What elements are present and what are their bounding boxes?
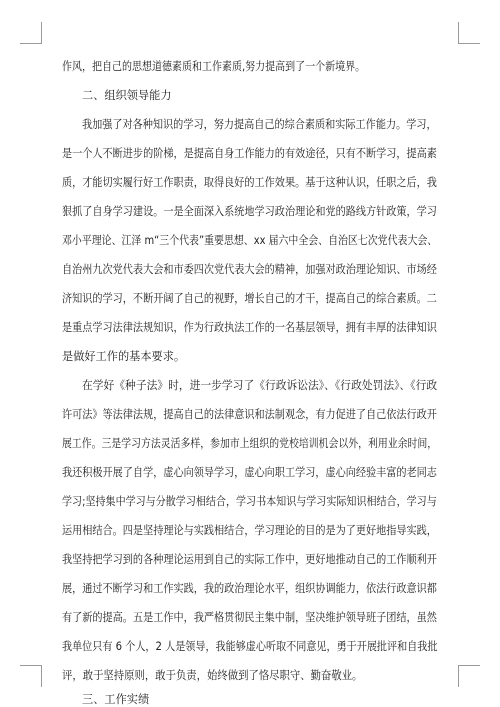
body-text-line: 自治州九次党代表大会和市委四次党代表大会的精神，加强对政治理论知识、市场经: [62, 263, 437, 276]
section-heading: 三、工作实绩: [82, 693, 150, 706]
body-text-line: 济知识的学习，不断开阔了自己的视野，增长自己的才干，提高自己的综合素质。二: [62, 292, 437, 305]
body-text-line: 展工作。三是学习方法灵活多样，参加市上组织的党校培训机会以外，利用业余时间，: [62, 437, 438, 450]
body-text-line: 运用相结合。四是坚持理论与实践相结合，学习理论的目的是为了更好地指导实践，: [62, 524, 437, 537]
body-text-line: 狠抓了自身学习建设。一是全面深入系统地学习政治理论和党的路线方针政策，学习: [62, 205, 437, 218]
body-text-line: 邓小平理论、江泽 m“三个代表”重要思想、xx 届六中全会、自治区七次党代表大会、: [62, 234, 438, 247]
crop-mark-top-right: [458, 43, 480, 44]
body-text-line: 我单位只有 6 个人，2 人是领导，我能够虚心听取不同意见，勇于开展批评和自我批: [62, 640, 438, 653]
crop-mark-bottom-right: [458, 665, 459, 687]
body-text-line: 是一个人不断进步的阶梯，是提高自身工作能力的有效途径，只有不断学习，提高素: [62, 147, 437, 160]
crop-mark-top-right: [458, 22, 459, 44]
body-text-line: 作风，把自己的思想道德素质和工作素质,努力提高到了一个新境界。: [62, 60, 366, 73]
crop-mark-bottom-right: [458, 665, 480, 666]
section-heading: 二、组织领导能力: [82, 89, 172, 102]
body-text-line: 我坚持把学习到的各种理论运用到自己的实际工作中，更好地推动自己的工作顺利开: [62, 553, 437, 566]
crop-mark-top-left: [41, 22, 42, 44]
body-text-line: 是重点学习法律法规知识，作为行政执法工作的一名基层领导，拥有丰厚的法律知识: [62, 321, 437, 334]
body-text-line: 在学好《种子法》时，进一步学习了《行政诉讼法》、《行政处罚法》、《行政: [82, 379, 438, 392]
body-text-line: 评，敢于坚持原则，敢于负责，始终做到了恪尽职守、勤奋敬业。: [62, 669, 363, 682]
body-text-line: 质，才能切实履行好工作职责，取得良好的工作效果。基于这种认识，任职之后，我: [62, 176, 437, 189]
body-text-line: 许可法》等法律法规，提高自己的法律意识和法制观念，有力促进了自己依法行政开: [62, 408, 437, 421]
body-text-line: 有了新的提高。五是工作中，我严格贯彻民主集中制，坚决维护领导班子团结，虽然: [62, 611, 437, 624]
crop-mark-bottom-left: [41, 665, 42, 687]
body-text-line: 展，通过不断学习和工作实践，我的政治理论水平，组织协调能力，依法行政意识都: [62, 582, 437, 595]
body-text-line: 我还积极开展了自学，虚心向领导学习，虚心向职工学习，虚心向经验丰富的老同志: [62, 466, 437, 479]
body-text-line: 是做好工作的基本要求。: [62, 350, 186, 363]
body-text-line: 学习;坚持集中学习与分散学习相结合，学习书本知识与学习实际知识相结合，学习与: [62, 495, 437, 508]
body-text-line: 我加强了对各种知识的学习，努力提高自己的综合素质和实际工作能力。学习，: [82, 118, 437, 131]
crop-mark-bottom-left: [20, 665, 42, 666]
crop-mark-top-left: [20, 43, 42, 44]
